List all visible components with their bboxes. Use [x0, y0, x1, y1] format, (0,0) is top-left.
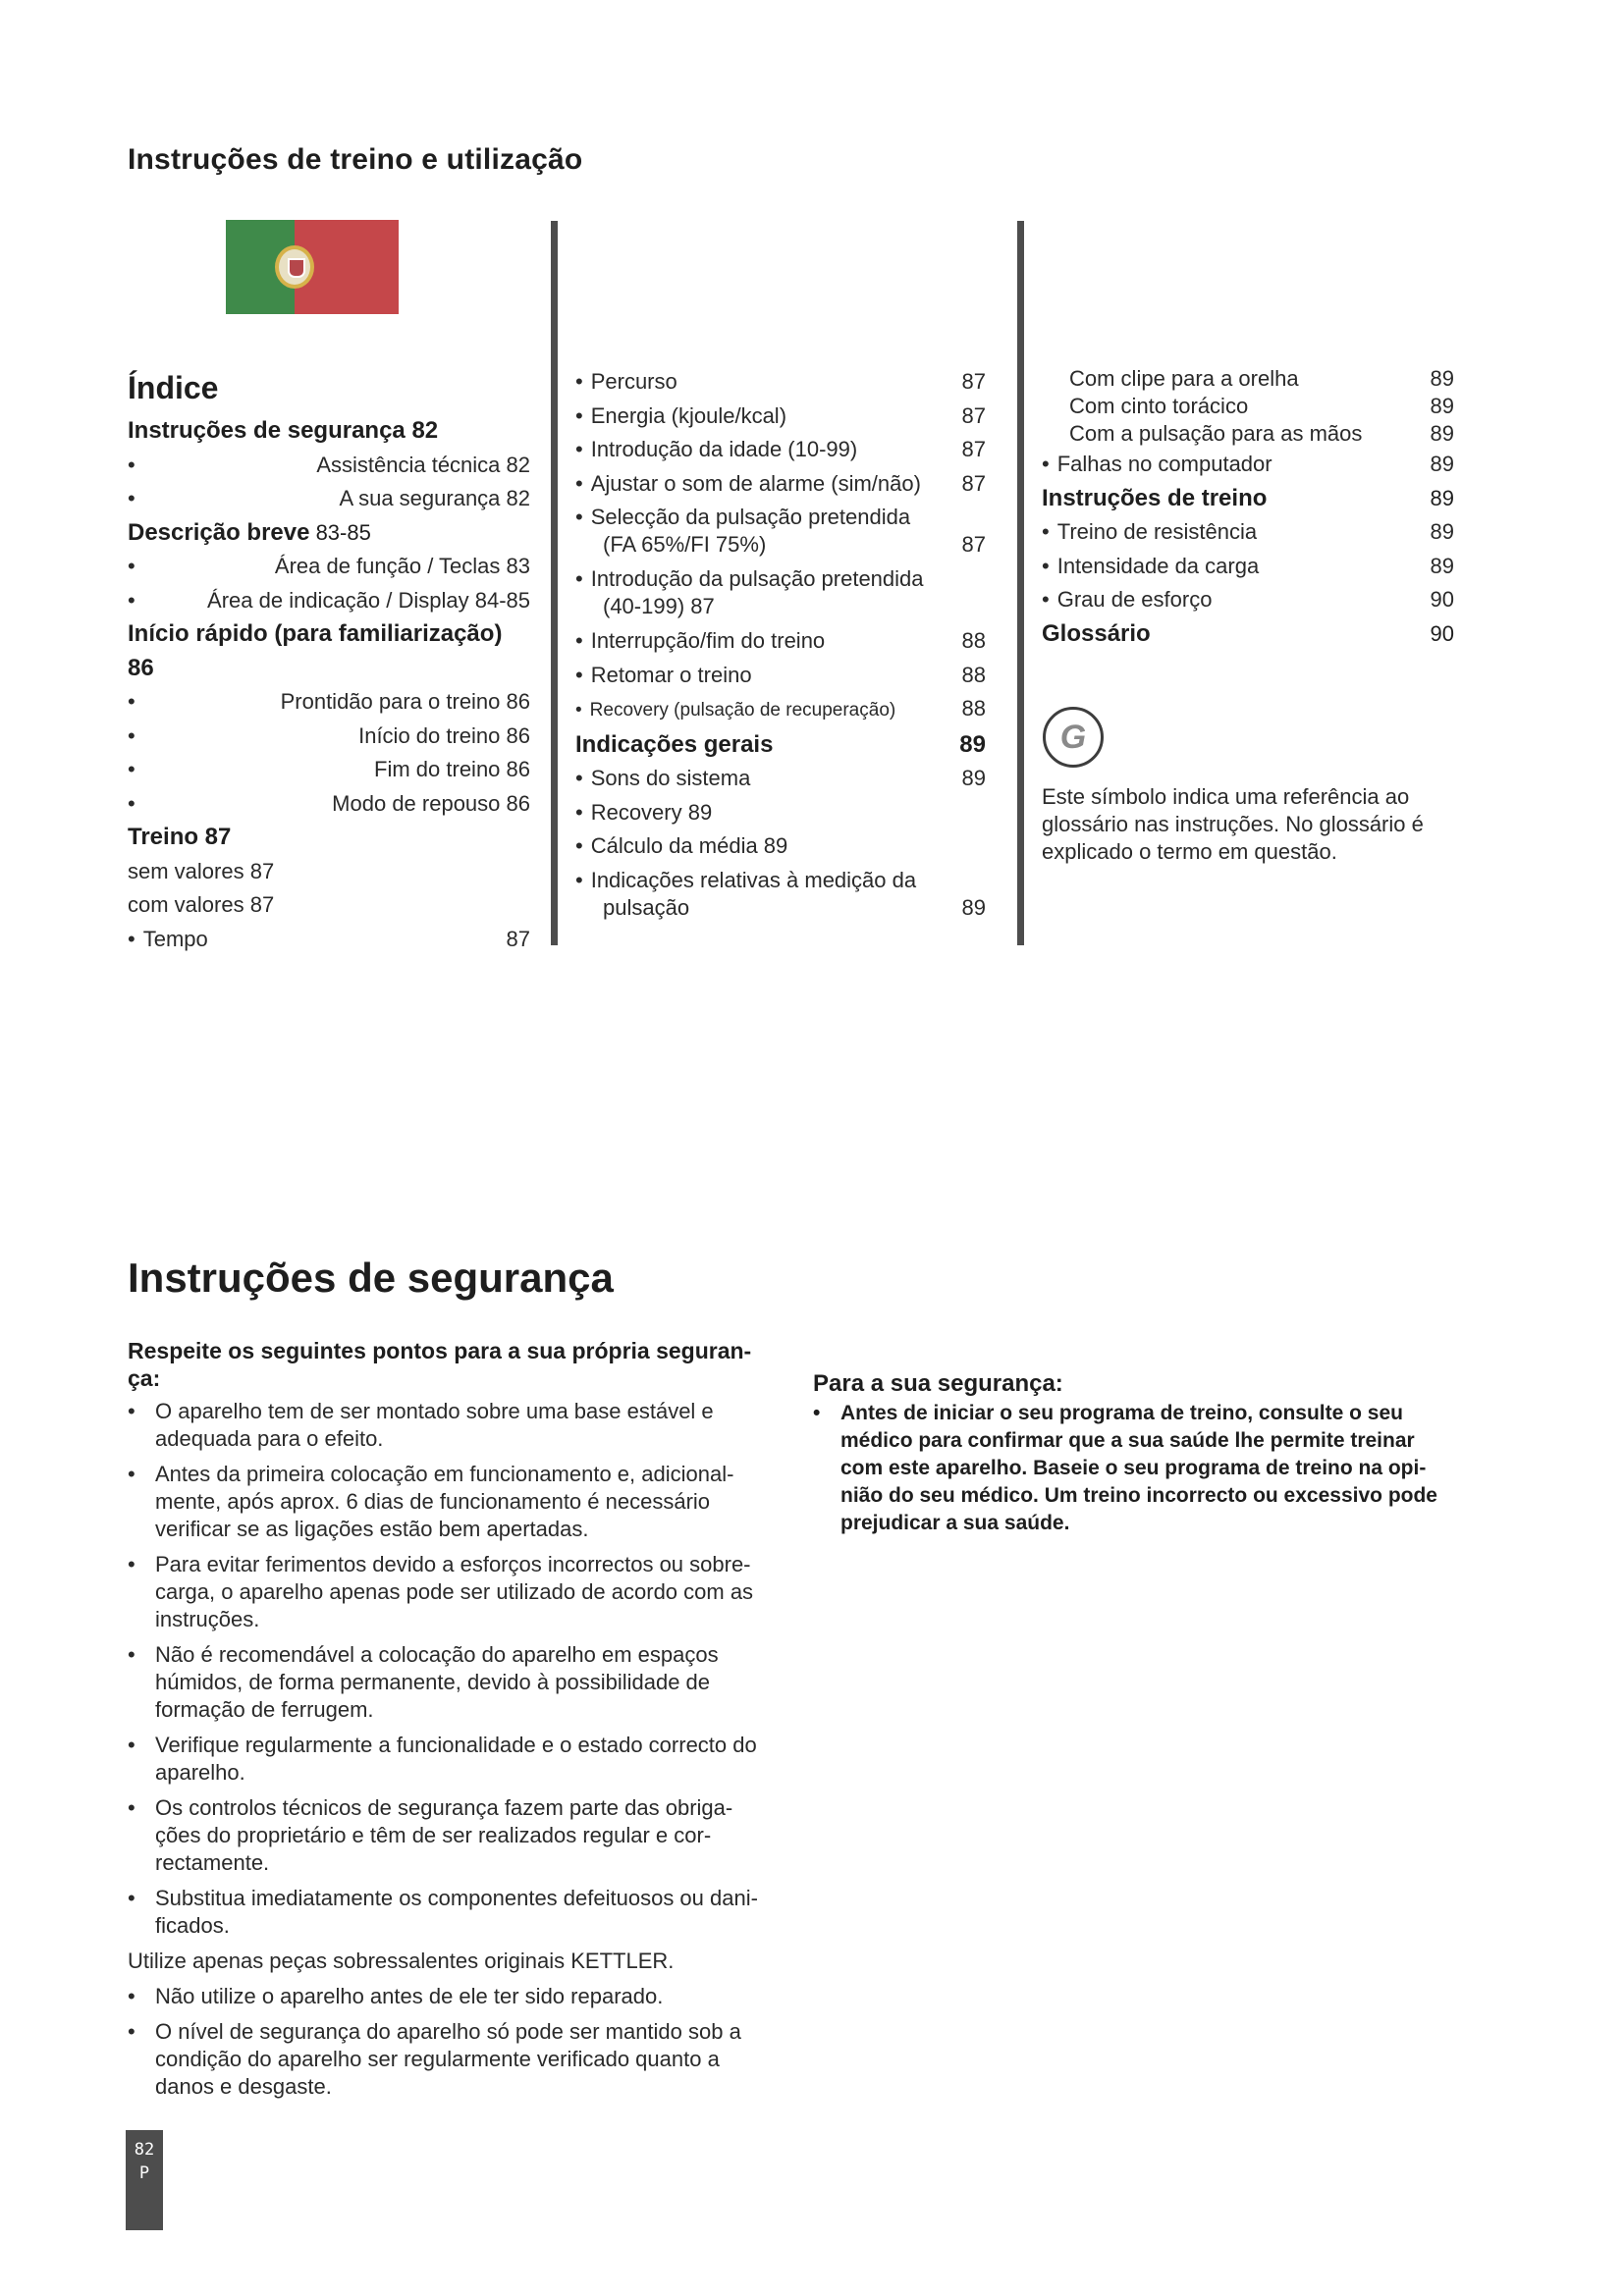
toc-section: Indicações gerais 89 [575, 730, 986, 758]
toc-item: • Selecção da pulsação pretendida (FA 65%/FI 75%) 87 [575, 501, 986, 562]
toc-section: Instruções de segurança 82 [128, 417, 439, 444]
glossary-icon: G [1043, 707, 1104, 768]
toc-section: Descrição breve 83-85 [128, 518, 371, 546]
toc-item: com valores 87 [128, 892, 275, 917]
glossary-note: Este símbolo indica uma referência ao glossário nas instruções. No glossário é explicado o termo em questão. [1042, 784, 1424, 864]
toc-item: • Modo de repouso 86 [128, 787, 530, 822]
portugal-flag-icon [226, 220, 399, 314]
toc-item: • Prontidão para o treino 86 [128, 685, 530, 720]
page-number-tab [126, 2130, 163, 2230]
list-item: • Antes da primeira colocação em funcionamento e, adicional-mente, após aprox. 6 dias de funcionamento é necessário verificar se as ligações estão bem apertadas. [128, 1461, 764, 1543]
page-number: 82 [134, 2140, 155, 2160]
paragraph: Utilize apenas peças sobressalentes originais KETTLER. [128, 1949, 675, 1973]
list-item: • Verifique regularmente a funcionalidade e o estado correcto do aparelho. [128, 1732, 764, 1787]
safety-left-column [128, 1337, 764, 2109]
toc-column-1 [128, 363, 530, 956]
toc-item: • Retomar o treino 88 [575, 659, 986, 693]
toc-item: • Cálculo da média 89 [575, 829, 986, 864]
toc-section: Instruções de treino 89 [1042, 484, 1454, 511]
toc-subitem: Com clipe para a orelha 89 [1069, 366, 1454, 391]
toc-item: • Treino de resistência 89 [1042, 515, 1454, 550]
toc-item: • Assistência técnica 82 [128, 449, 530, 483]
toc-item: • Área de indicação / Display 84-85 [128, 584, 530, 618]
list-item: • Os controlos técnicos de segurança fazem parte das obriga-ções do proprietário e têm de ser realizados regular e cor-rectamente. [128, 1794, 764, 1877]
safety-intro: Respeite os seguintes pontos para a sua própria seguran-ça: [128, 1338, 752, 1391]
toc-item: sem valores 87 [128, 858, 275, 883]
toc-item: • Energia (kjoule/kcal) 87 [575, 400, 986, 434]
toc-section: Treino 87 [128, 824, 232, 850]
toc-item: • Grau de esforço 90 [1042, 583, 1454, 617]
toc-heading: Índice [128, 370, 219, 405]
toc-subitem: Com cinto torácico 89 [1069, 394, 1454, 418]
toc-column-3 [1042, 365, 1454, 651]
toc-section: Glossário 90 [1042, 619, 1454, 647]
list-item: • Para evitar ferimentos devido a esforços incorrectos ou sobre-carga, o aparelho apenas pode ser utilizado de acordo com as instruções. [128, 1551, 764, 1633]
toc-subitem: Com a pulsação para as mãos 89 [1069, 421, 1454, 446]
toc-column-2 [575, 365, 986, 926]
toc-item: • Falhas no computador 89 [1042, 448, 1454, 482]
toc-item: • Início do treino 86 [128, 720, 530, 754]
toc-item: • Percurso 87 [575, 365, 986, 400]
list-item: • Substitua imediatamente os componentes defeituosos ou dani-ficados. [128, 1885, 764, 1940]
toc-item: • Indicações relativas à medição da pulsação 89 [575, 864, 986, 926]
document-title: Instruções de treino e utilização [128, 143, 583, 176]
list-item: • O nível de segurança do aparelho só pode ser mantido sob a condição do aparelho ser regularmente verificado quanto a danos e desgaste. [128, 2018, 764, 2101]
list-item: • Não é recomendável a colocação do aparelho em espaços húmidos, de forma permanente, devido à possibilidade de formação de ferrugem. [128, 1641, 764, 1724]
toc-item: • Recovery 89 [575, 796, 986, 830]
toc-item: • A sua segurança 82 [128, 482, 530, 516]
list-item: • Não utilize o aparelho antes de ele ter sido reparado. [128, 1983, 764, 2010]
toc-section: Início rápido (para familiarização) 86 [128, 620, 503, 681]
section-title: Instruções de segurança [128, 1255, 614, 1301]
toc-item: • Introdução da idade (10-99) 87 [575, 433, 986, 467]
language-code: P [138, 2163, 150, 2183]
toc-item: • Recovery (pulsação de recuperação) 88 [575, 692, 986, 728]
toc-item: • Sons do sistema 89 [575, 762, 986, 796]
list-item: • O aparelho tem de ser montado sobre uma base estável e adequada para o efeito. [128, 1398, 764, 1453]
list-item: • Antes de iniciar o seu programa de treino, consulte o seu médico para confirmar que a sua saúde lhe permite treinar com este aparelho. Baseie o seu programa de treino na opi-nião do seu médico. Um treino incorrecto ou excessivo pode prejudicar a sua saúde. [813, 1400, 1441, 1537]
safety-subheading: Para a sua segurança: [813, 1370, 1063, 1397]
toc-item: • Área de função / Teclas 83 [128, 550, 530, 584]
toc-item: • Tempo 87 [128, 923, 530, 957]
toc-item: • Interrupção/fim do treino 88 [575, 624, 986, 659]
toc-item: • Intensidade da carga 89 [1042, 550, 1454, 584]
toc-item: • Ajustar o som de alarme (sim/não) 87 [575, 467, 986, 502]
safety-right-column [813, 1370, 1441, 1545]
column-divider [551, 221, 558, 945]
column-divider [1017, 221, 1024, 945]
toc-item: • Fim do treino 86 [128, 753, 530, 787]
toc-item: • Introdução da pulsação pretendida (40-199) 87 [575, 562, 986, 624]
